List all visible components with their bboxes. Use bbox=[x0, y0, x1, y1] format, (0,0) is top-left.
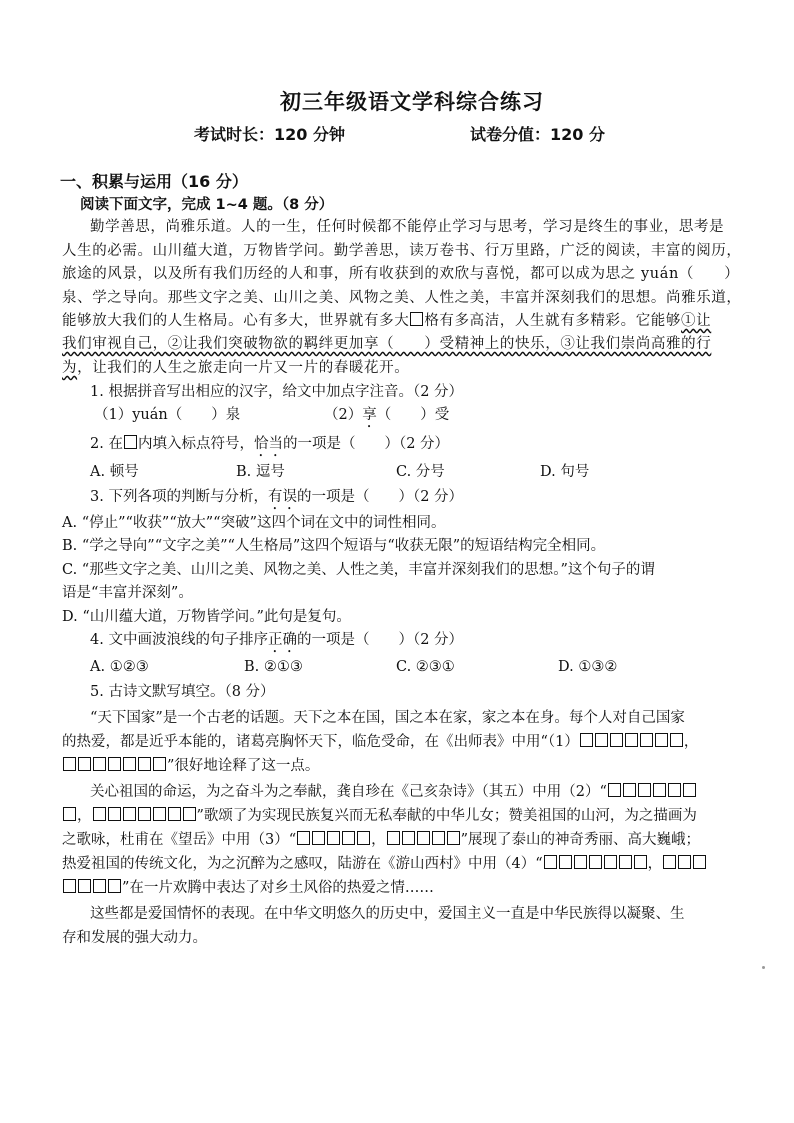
q5-text: 热爱祖国的传统文化，为之沉醉为之感叹，陆游在《游山西村》中用（4）“ bbox=[62, 856, 543, 872]
q5-paragraph-line bbox=[62, 829, 762, 851]
scan-speck bbox=[762, 966, 765, 969]
wavy-sentence-2: ②让我们突破物欲的羁绊更加享（ ）受精神上的快乐， bbox=[167, 336, 561, 352]
q2-emphasis: 恰当 bbox=[253, 436, 283, 452]
q5-paragraph-line bbox=[62, 805, 762, 827]
question-1-part-a: （1）yuán（ ）泉 bbox=[94, 407, 241, 423]
q5-paragraph-line bbox=[62, 755, 762, 777]
exam-meta bbox=[62, 122, 762, 146]
question-3-option-a: A. “停止”“收获”“放大”“突破”这四个词在文中的词性相同。 bbox=[62, 515, 446, 531]
q4-text: 的一项是（ ）（2 分） bbox=[296, 632, 464, 648]
section-heading: 一、积累与运用（16 分） bbox=[60, 172, 248, 191]
option-b: B. ②①③ bbox=[244, 659, 303, 675]
option-a: A. ①②③ bbox=[90, 659, 149, 675]
passage-line bbox=[62, 333, 762, 355]
option-d: D. 句号 bbox=[540, 464, 590, 480]
q2-text: 内填入标点符号， bbox=[137, 436, 254, 452]
answer-blank-boxes[interactable]: ， bbox=[543, 856, 708, 872]
q5-text: 之歌咏，杜甫在《望岳》中用（3）“ bbox=[62, 832, 297, 848]
q5-text: ”歌颂了为实现民族复兴而无私奉献的中华儿女；赞美祖国的山河，为之描画为 bbox=[196, 808, 697, 824]
passage-text: 能够放大我们的人生格局。心有多大，世界就有多大 bbox=[62, 313, 410, 329]
answer-blank-boxes[interactable]: ， bbox=[579, 734, 699, 750]
q3-text: 3. 下列各项的判断与分析， bbox=[90, 489, 268, 505]
q5-paragraph-line bbox=[62, 877, 762, 899]
q4-emphasis: 正确 bbox=[267, 632, 297, 648]
option-b: B. 逗号 bbox=[236, 464, 285, 480]
question-2-stem bbox=[90, 433, 790, 460]
page-title: 初三年级语文学科综合练习 bbox=[280, 90, 544, 114]
question-4-stem bbox=[90, 629, 790, 656]
q5-paragraph-line bbox=[90, 781, 790, 803]
passage-text: ，让我们的人生之旅走向一片又一片的春暖花开。 bbox=[77, 360, 410, 376]
q5-paragraph-line: 存和发展的强大动力。 bbox=[62, 930, 207, 946]
q2-text: 的一项是（ ）（2 分） bbox=[282, 436, 450, 452]
q5-text: 关心祖国的命运，为之奋斗为之奉献，龚自珍在《己亥杂诗》（其五）中用（2）“ bbox=[90, 784, 607, 800]
question-3-option-c-cont: 语是“丰富并深刻”。 bbox=[62, 585, 193, 601]
passage-text: 格有多高洁，人生就有多精彩。它能够 bbox=[424, 313, 682, 329]
q5-text: ”在一片欢腾中表达了对乡土风俗的热爱之情…… bbox=[122, 880, 434, 896]
reading-instruction: 阅读下面文字，完成 1~4 题。（8 分） bbox=[80, 197, 334, 213]
question-3-stem bbox=[90, 486, 790, 513]
question-1-stem: 1. 根据拼音写出相应的汉字，给文中加点字注音。（2 分） bbox=[90, 384, 464, 400]
q5-text: 的热爱，都是近乎本能的，诸葛亮胸怀天下，临危受命，在《出师表》中用“（1） bbox=[62, 734, 579, 750]
answer-blank-boxes[interactable] bbox=[62, 758, 167, 774]
question-1-part-b bbox=[324, 404, 524, 431]
question-3-option-d: D. “山川蕴大道，万物皆学问。”此句是复句。 bbox=[62, 609, 351, 625]
q1b-number: （2） bbox=[324, 407, 363, 423]
question-3-option-c: C. “那些文字之美、山川之美、风物之美、人性之美，丰富并深刻我们的思想。”这个句子的谓 bbox=[62, 562, 655, 578]
q4-text: 4. 文中画波浪线的句子排序 bbox=[90, 632, 268, 648]
question-3-option-b: B. “学之导向”“文字之美”“人生格局”这四个短语与“收获无限”的短语结构完全相同。 bbox=[62, 538, 606, 554]
wavy-sentence-3: ③让我们崇尚高雅的行 bbox=[560, 336, 712, 352]
q1b-blank: （ ）受 bbox=[376, 407, 450, 423]
exam-score: 试卷分值：120 分 bbox=[470, 125, 605, 144]
wavy-sentence-1: ①让 bbox=[681, 313, 712, 329]
passage-line: 泉、学之导向。那些文字之美、山川之美、风物之美、人性之美，丰富并深刻我们的思想。尚雅乐道， bbox=[62, 290, 742, 306]
option-a: A. 顿号 bbox=[90, 464, 139, 480]
q2-text: 2. 在 bbox=[90, 436, 123, 452]
passage-line: 人生的必需。山川蕴大道，万物皆学问。勤学善思，读万卷书、行万里路，广泛的阅读，丰富的阅历， bbox=[62, 243, 742, 259]
passage-line: 勤学善思，尚雅乐道。人的一生，任何时候都不能停止学习与思考，学习是终生的事业，思考是 bbox=[90, 219, 725, 235]
answer-blank-boxes[interactable] bbox=[607, 784, 697, 800]
passage-line: 旅途的风景，以及所有我们历经的人和事，所有收获到的欢欣与喜悦，都可以成为思之 yuán（ ） bbox=[62, 266, 740, 282]
answer-blank-boxes[interactable] bbox=[62, 880, 122, 896]
q3-emphasis: 有误 bbox=[267, 489, 297, 505]
exam-duration: 考试时长：120 分钟 bbox=[194, 125, 345, 144]
option-c: C. ②③① bbox=[396, 659, 455, 675]
q5-paragraph-line: “天下国家”是一个古老的话题。天下之本在国，国之本在家，家之本在身。每个人对自己国家 bbox=[90, 710, 685, 726]
option-c: C. 分号 bbox=[396, 464, 445, 480]
passage-line bbox=[62, 310, 762, 332]
answer-blank-boxes[interactable]: ， bbox=[296, 832, 461, 848]
q5-paragraph-line bbox=[62, 853, 762, 875]
passage-line bbox=[62, 357, 762, 379]
q5-text: ”很好地诠释了这一点。 bbox=[167, 758, 320, 774]
exam-page bbox=[62, 0, 762, 1123]
answer-blank-boxes[interactable]: ， bbox=[62, 808, 197, 824]
wavy-sentence-3-cont: 为 bbox=[62, 360, 78, 376]
wavy-sentence-1-cont: 我们审视自己， bbox=[62, 336, 168, 352]
q5-paragraph-line bbox=[62, 731, 762, 753]
punctuation-blank-box bbox=[410, 312, 423, 326]
option-d: D. ①③② bbox=[558, 659, 618, 675]
q5-paragraph-line: 这些都是爱国情怀的表现。在中华文明悠久的历史中，爱国主义一直是中华民族得以凝聚、生 bbox=[90, 906, 685, 922]
punctuation-blank-box bbox=[124, 435, 137, 449]
dotted-char: 享 bbox=[362, 407, 377, 423]
q3-text: 的一项是（ ）（2 分） bbox=[296, 489, 464, 505]
q5-text: ”展现了泰山的神奇秀丽、高大巍峨； bbox=[460, 832, 701, 848]
question-5-stem: 5. 古诗文默写填空。（8 分） bbox=[90, 684, 275, 700]
